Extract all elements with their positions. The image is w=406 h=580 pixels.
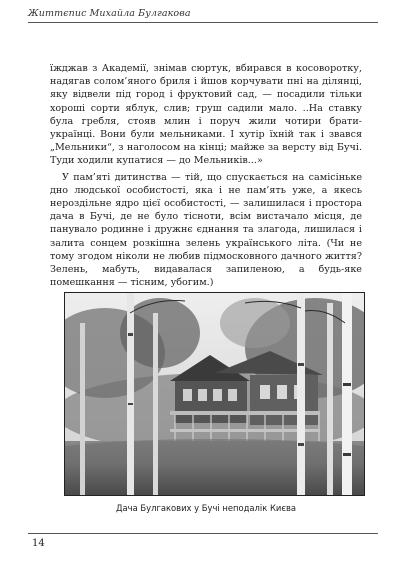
page-number: 14 — [32, 538, 45, 549]
body-text — [50, 62, 362, 289]
footer-rule — [28, 533, 378, 534]
running-header — [28, 8, 378, 23]
dacha-photo — [64, 292, 365, 496]
photo-caption: Дача Булгакових у Бучі неподалік Києва — [115, 503, 297, 513]
running-title: Життєпис Михайла Булгакова — [28, 8, 191, 19]
paragraph-1: їжджав з Академії, знімав сюртук, вбирався в косоворотку, надягав солом’яного бриля і йшов корчувати пні на ділянці, яку відвели під город і фруктовий сад, — посадили тільки хороші сорти яблук, слив; груш садили мало. ..На ставку була гребля, стояв млин і поруч жили чотири брати-українці. Вони були мельниками. І хутір їхній так і звався „Мельники“, з наголосом на кінці; майже за версту від Бучі. Туди ходили купатися — до Мельників...» — [50, 63, 362, 167]
paragraph-2: У пам’яті дитинства — тій, що спускається на самісіньке дно людської особистості, яка і не пам’ять уже, а якесь нероздільне ядро цієї особистості, — залишилася і простора дача в Бучі, де не було тісноти, всім вистачало місця, де панувало родинне і дружнє єднання та злагода, лишилася і залита сонцем розкішна зелень українського літа. (Чи не тому згодом ніколи не любив підмосковного дачного життя? Зелень, мабуть, видавалася запиленою, а будь-яке помешкання — тісним, убогим.) — [50, 171, 362, 289]
